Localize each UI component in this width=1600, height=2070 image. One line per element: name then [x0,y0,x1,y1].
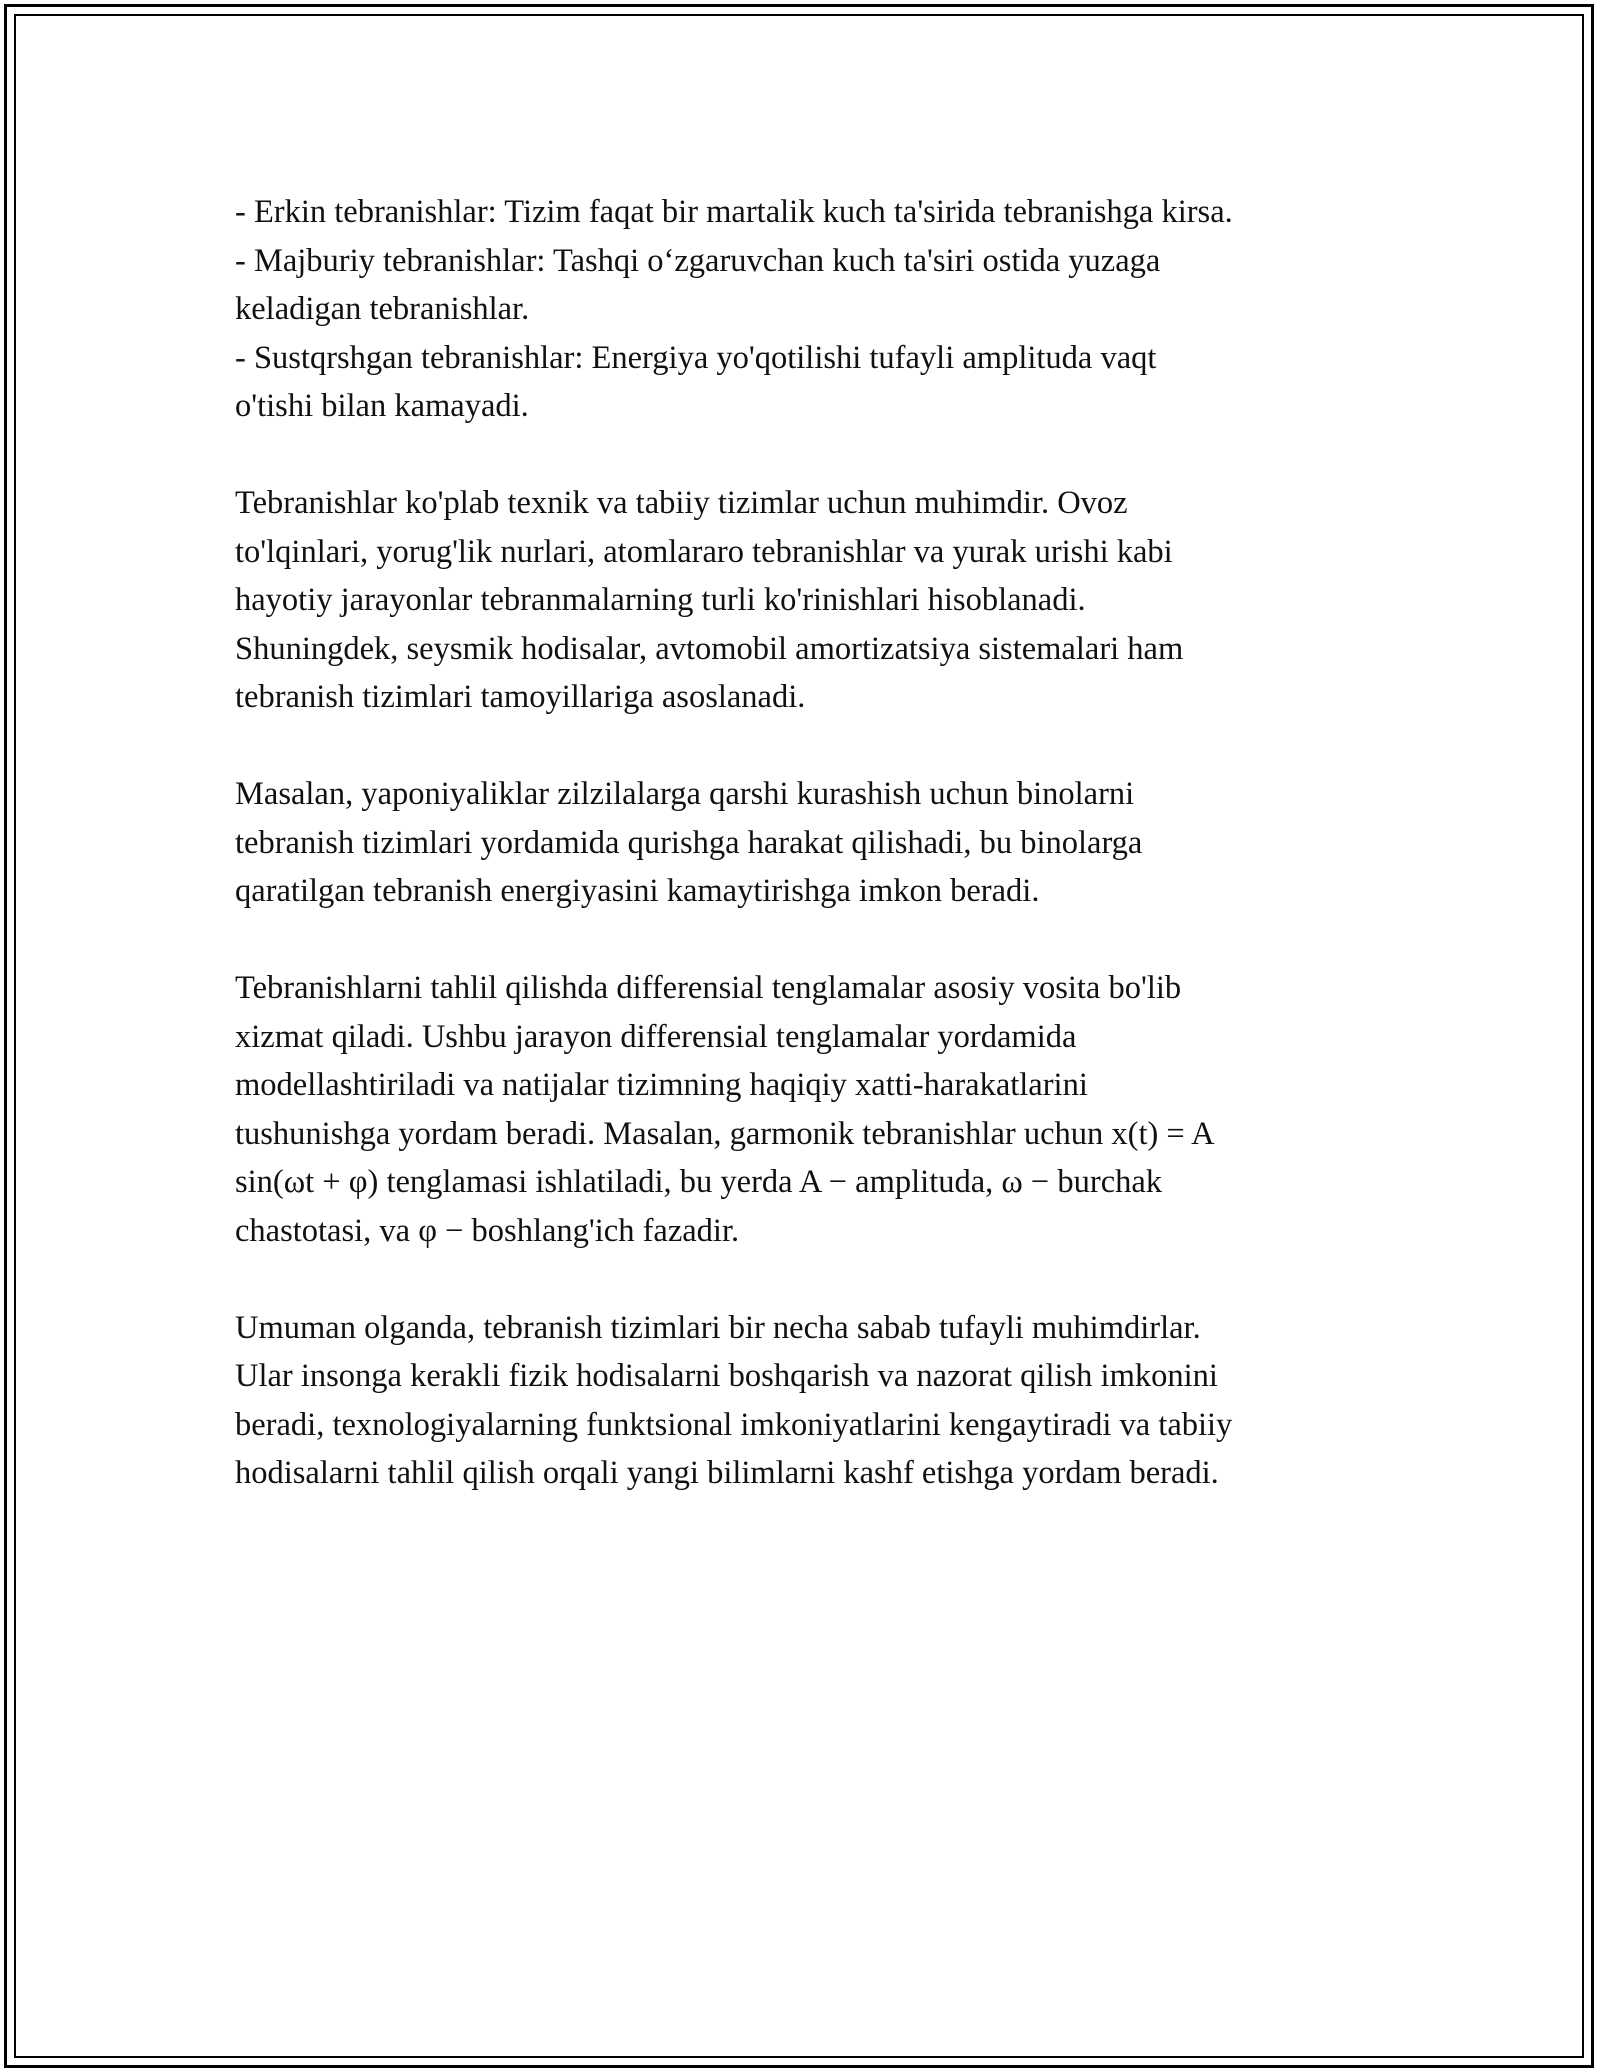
text-line: hodisalarni tahlil qilish orqali yangi bilimlarni kashf etishga yordam beradi. [235,1455,1219,1491]
text-line: hayotiy jarayonlar tebranmalarning turli ko'rinishlari hisoblanadi. [235,582,1086,618]
text-line: sin(ωt + φ) tenglamasi ishlatiladi, bu yerda A − amplituda, ω − burchak [235,1164,1163,1200]
text-line: xizmat qiladi. Ushbu jarayon differensial tenglamalar yordamida [235,1018,1077,1055]
text-line: Tebranishlarni tahlil qilishda differensial tenglamalar asosiy vosita bo'lib [235,970,1182,1006]
paragraph-oscillation-types [235,188,1395,431]
text-line: Masalan, yaponiyaliklar zilzilalarga qarshi kurashish uchun binolarni [235,776,1135,812]
text-line: - Erkin tebranishlar: Tizim faqat bir martalik kuch ta'sirida tebranishga kirsa. [235,194,1233,230]
text-line: Umuman olganda, tebranish tizimlari bir necha sabab tufayli muhimdirlar. [235,1309,1201,1346]
text-line: Tebranishlar ko'plab texnik va tabiiy tizimlar uchun muhimdir. Ovoz [235,485,1128,521]
text-line: to'lqinlari, yorug'lik nurlari, atomlararo tebranishlar va yurak urishi kabi [235,533,1173,570]
paragraph-example-japan [235,770,1395,916]
paragraph-differential-equations [235,964,1395,1255]
text-line: o'tishi bilan kamayadi. [235,388,529,424]
text-line: tushunishga yordam beradi. Masalan, garmonik tebranishlar uchun x(t) = A [235,1115,1215,1152]
text-line: beradi, texnologiyalarning funktsional imkoniyatlarini kengaytiradi va tabiiy [235,1406,1233,1443]
text-line: Ular insonga kerakli fizik hodisalarni boshqarish va nazorat qilish imkonini [235,1358,1218,1394]
paragraph-conclusion [235,1304,1395,1498]
document-body [235,188,1395,1498]
text-line: chastotasi, va φ − boshlang'ich fazadir. [235,1212,740,1249]
text-line: modellashtiriladi va natijalar tizimning haqiqiy xatti-harakatlarini [235,1067,1088,1103]
paragraph-importance [235,479,1395,722]
text-line: Shuningdek, seysmik hodisalar, avtomobil amortizatsiya sistemalari ham [235,630,1184,667]
text-line: tebranish tizimlari tamoyillariga asoslanadi. [235,679,806,715]
text-line: tebranish tizimlari yordamida qurishga harakat qilishadi, bu binolarga [235,824,1143,861]
text-line: - Majburiy tebranishlar: Tashqi o‘zgaruvchan kuch ta'siri ostida yuzaga [235,242,1161,279]
text-line: qaratilgan tebranish energiyasini kamaytirishga imkon beradi. [235,873,1040,909]
text-line: keladigan tebranishlar. [235,291,530,327]
text-line: - Sustqrshgan tebranishlar: Energiya yo'qotilishi tufayli amplituda vaqt [235,339,1157,376]
